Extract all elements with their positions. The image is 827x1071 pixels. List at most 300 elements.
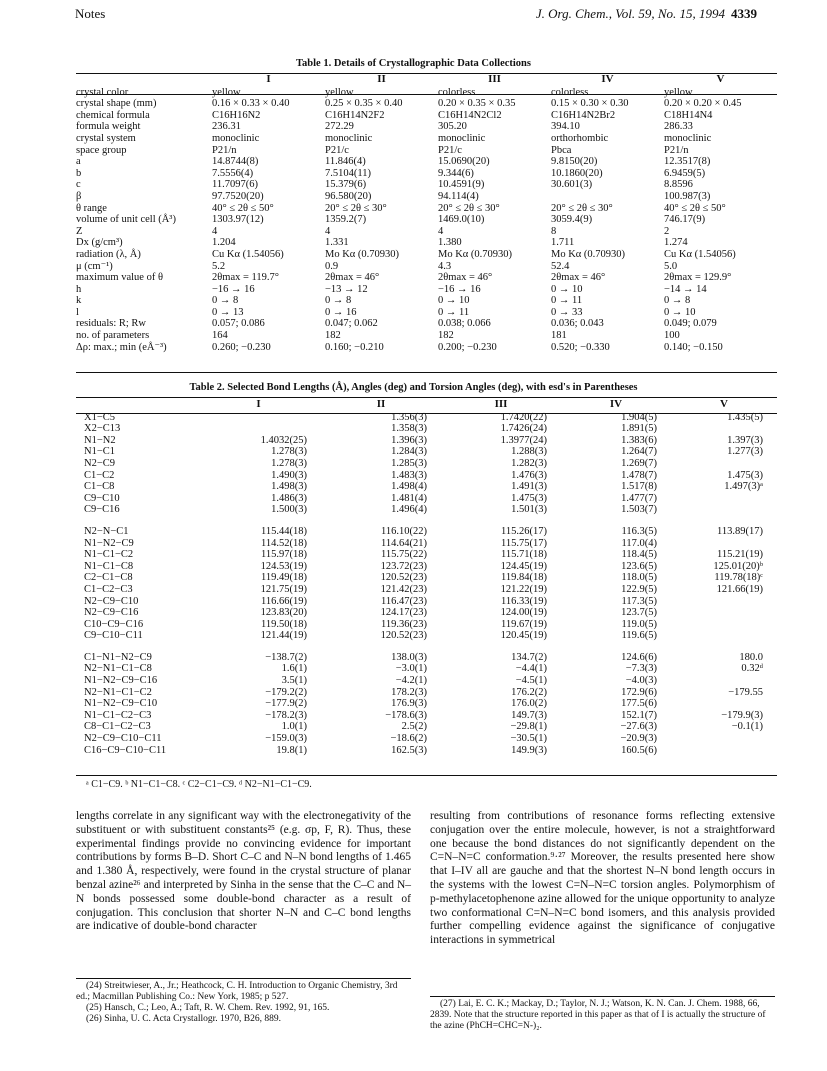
table2-cell: −20.9(3) [620,733,657,745]
table2-cell: 1.269(7) [621,457,657,469]
table1-cell: P21/c [438,144,462,156]
table1-row-label: no. of parameters [76,330,150,342]
table2-title: Table 2. Selected Bond Lengths (Å), Angles (deg) and Torsion Angles (deg), with esd's in Parentheses [189,382,638,393]
table2-cell: 162.5(3) [391,744,427,756]
table2-header-rule [76,413,777,414]
table1-row [76,133,777,145]
table1-cell: 0.20 × 0.35 × 0.35 [438,98,516,110]
table1-cell: 12.3517(8) [664,156,711,168]
table2-cell: 125.01(20)ᵇ [713,560,763,572]
table2-cell: 119.36(23) [381,618,427,630]
table1-cell: 9.8150(20) [551,156,598,168]
table2-cell: 1.285(3) [391,457,427,469]
table1-cell: P21/c [325,144,349,156]
table2-cell: 176.9(3) [391,698,427,710]
table2-row [76,652,777,664]
table1-cell: 2 [664,225,670,237]
table2-cell: −179.9(3) [721,709,763,721]
table2-cell [671,745,777,757]
table2-row [76,596,777,608]
table2-cell: 116.3(5) [621,525,657,537]
table2-cell: −179.2(2) [265,686,307,698]
table2 [76,398,777,756]
table2-row [76,504,777,516]
table1-row-label: a [76,156,81,168]
table2-row-label: N1−N2−C9−C10 [84,698,158,710]
journal-citation: J. Org. Chem., Vol. 59, No. 15, 1994 [535,6,725,21]
table2-footnote: ᵃ C1−C9. ᵇ N1−C1−C8. ᶜ C2−C1−C9. ᵈ N2−N1−C1−C9. [86,779,312,790]
table2-row [76,675,777,687]
table2-cell: 1.7420(22) [500,411,547,423]
table1-cell: 20° ≤ 2θ ≤ 30° [438,202,500,214]
table1-cell: 15.379(6) [325,179,367,191]
table1-cell: 1.331 [325,237,349,249]
table2-cell: 124.53(19) [260,560,307,572]
table2-cell [671,538,777,550]
table1-row [76,284,777,296]
table2-row-label: N2−N1−C1−C2 [84,686,152,698]
table2-cell: −30.5(1) [510,733,547,745]
table2-cell: 1.891(5) [621,423,657,435]
table1-cell: 0.20 × 0.20 × 0.45 [664,98,742,110]
table1-cell: −16 → 16 [438,283,481,295]
table1-cell: 6.9459(5) [664,167,706,179]
table2-cell: −27.6(3) [620,721,657,733]
table2-cell: 1.358(3) [391,423,427,435]
table2-row-label: N2−C9−C10−C11 [84,733,162,745]
table1-header-rule [76,94,777,95]
table2-cell: 1.496(4) [391,504,427,516]
table2-cell [671,493,777,505]
table2-cell: 120.52(23) [380,630,427,642]
table2-row-label: C8−C1−C2−C3 [84,721,151,733]
table1-row [76,156,777,168]
table2-cell [671,596,777,608]
table1-row [76,203,777,215]
table1-row-label: b [76,167,82,179]
table2-cell: 1.278(3) [271,457,307,469]
table2-cell: 1.497(3)ᵃ [724,481,763,493]
table2-row-label: N2−N−C1 [84,525,129,537]
table2-col-header: II [376,398,386,410]
table1-cell: 164 [212,330,228,342]
table2-row-label: N2−C9 [84,457,116,469]
table2-cell: 123.83(20) [260,607,307,619]
table1-cell: 1469.0(10) [438,214,485,226]
table1-cell: 182 [438,330,454,342]
table1-cell: C16H14N2F2 [325,109,385,121]
table1-cell: 0.049; 0.079 [664,318,717,330]
table2-row-label: C2−C1−C8 [84,572,133,584]
table2-cell: 1.490(3) [271,469,307,481]
table1-cell: 30.601(3) [551,179,593,191]
table2-row-label: X1−C5 [84,411,116,423]
table2-cell: 1.396(3) [391,434,427,446]
table1-cell: 1359.2(7) [325,214,367,226]
table2-row-label: C10−C9−C16 [84,618,144,630]
table2-cell: 1.356(3) [391,411,427,423]
table2-cell: −4.4(1) [515,663,547,675]
table2-row [76,607,777,619]
table2-cell: −4.2(1) [395,675,427,687]
table2-row-label: N1−C1−C8 [84,560,134,572]
table2-row [76,493,777,505]
table2-row [76,446,777,458]
reference-entry: (26) Sinha, U. C. Acta Crystallogr. 1970, B26, 889. [86,1014,282,1024]
table1-cell: 0.038; 0.066 [438,318,491,330]
table1-row [76,191,777,203]
table1-row [76,330,777,342]
table2-col-header: I [256,398,261,410]
table2-cell: 1.4032(25) [260,434,307,446]
table2-cell: 123.72(23) [380,560,427,572]
table2-row [76,721,777,733]
table1-row-label: c [76,179,81,191]
table1-cell: 1303.97(12) [212,214,264,226]
table1-cell: 96.580(20) [325,190,372,202]
table2-cell: −4.5(1) [515,675,547,687]
table2-cell: 114.52(18) [261,537,307,549]
table1-row-label: radiation (λ, Å) [76,248,141,260]
table1-cell: 20° ≤ 2θ ≤ 30° [551,202,613,214]
table2-row [76,572,777,584]
table1-cell: 1.204 [212,237,236,249]
table1-row-label: Dx (g/cm³) [76,237,123,249]
table2-cell: 120.45(19) [500,630,547,642]
table1-cell: 0.15 × 0.30 × 0.30 [551,98,629,110]
table1-cell: 2θmax = 46° [438,272,493,284]
table2-cell: −0.1(1) [731,721,763,733]
table2-cell: 116.33(19) [501,595,547,607]
table2-cell: 1.503(7) [621,504,657,516]
table1-cell: 8 [551,225,557,237]
table2-cell: 122.9(5) [621,583,657,595]
table1-cell: 4 [212,225,218,237]
table1-cell: 0 → 11 [438,306,470,318]
table2-row [76,733,777,745]
table2-cell: 116.10(22) [381,525,427,537]
table2-cell: 178.2(3) [391,686,427,698]
table1-cell: 100.987(3) [664,190,711,202]
table2-cell: 1.288(3) [511,446,547,458]
table2-cell: 172.9(6) [621,686,657,698]
table2-col-header: III [494,398,508,410]
table2-cell: −159.0(3) [265,733,307,745]
table2-cell: 19.8(1) [276,744,307,756]
table1-row [76,318,777,330]
table1-cell: 0.16 × 0.33 × 0.40 [212,98,290,110]
table1-cell: monoclinic [212,132,260,144]
table2-group-gap [76,642,777,652]
table1-cell: Mo Kα (0.70930) [325,248,400,260]
table1-cell: Cu Kα (1.54056) [664,248,736,260]
table1-cell: 2θmax = 46° [551,272,606,284]
table1-cell: 272.29 [325,121,354,133]
table2-cell: −18.6(2) [390,733,427,745]
table1-cell: C16H16N2 [212,109,261,121]
table1-row-label: crystal color [76,86,129,98]
table1-cell: 1.711 [551,237,575,249]
table2-cell: 124.17(23) [380,607,427,619]
table2-row [76,663,777,675]
table1-cell: 4 [438,225,444,237]
table1-row [76,168,777,180]
table2-row [76,538,777,550]
table1-cell: yellow [664,86,693,98]
table1-cell: 0 → 11 [551,295,583,307]
table2-bottom-rule [76,775,777,776]
table1-col-header: I [266,73,271,85]
table1-cell: Mo Kα (0.70930) [438,248,513,260]
table1-row-label: maximum value of θ [76,272,163,284]
table2-cell: 1.278(3) [271,446,307,458]
table1-cell: 305.20 [438,121,467,133]
table1-row-label: residuals: R; Rw [76,318,146,330]
table2-cell: 1.501(3) [511,504,547,516]
table2-cell: 121.75(19) [260,583,307,595]
table2-cell: −138.7(2) [265,651,307,663]
table1-cell: 5.2 [212,260,226,272]
table2-cell: 115.21(19) [717,549,763,561]
table2-cell: 1.476(3) [511,469,547,481]
table1-cell: orthorhombic [551,132,609,144]
table1-row [76,121,777,133]
table2-cell: 117.0(4) [621,537,657,549]
table2-cell: 119.0(5) [621,618,657,630]
table2-cell: −179.55 [728,686,763,698]
table1-cell: 0 → 8 [325,295,352,307]
table1-cell: 52.4 [551,260,570,272]
table2-group-gap [76,516,777,526]
table2-cell: 1.475(3) [727,469,763,481]
table1-cell: 182 [325,330,341,342]
table2-row-label: N1−N2−C9−C16 [84,675,158,687]
table1-row [76,87,777,99]
table2-cell: 115.75(22) [381,549,427,561]
table1-cell: 0 → 16 [325,306,357,318]
body-left-column: lengths correlate in any significant way with the electronegativity of the substituent or with substituent constants²⁵ (e.g. σp, F, R). Thus, these experimental findings provide no convincing evidence for important contributions by forms B–D. Short C–C and N–N bond lengths of 1.465 and 1.380 Å, respectively, were found in the crystal structure of planar benzal azine²⁶ and interpreted by Sinha in the sense that the C–C and N–N bonds possessed some double-bond character as a result of conjugation. This conclusion that shorter N–N and C–C bond lengths are indicative of double-bond character [76,810,411,933]
table1-cell: 40° ≤ 2θ ≤ 50° [664,202,726,214]
running-head-section: Notes [75,6,106,21]
table2-row-label: C1−C2−C3 [84,583,133,595]
table2-row [76,526,777,538]
table1-cell: colorless [551,86,589,98]
table2-cell: 2.5(2) [401,721,427,733]
table2-cell: 114.64(21) [381,537,427,549]
table1-row [76,307,777,319]
table1-cell: 100 [664,330,680,342]
table1-cell: 7.5104(11) [325,167,371,179]
table2-cell: −3.0(1) [395,663,427,675]
table1-cell: yellow [212,86,241,98]
table2-row-label: C16−C9−C10−C11 [84,744,167,756]
table2-cell: 149.9(3) [511,744,547,756]
reference-entry: (25) Hansch, C.; Leo, A.; Taft, R. W. Chem. Rev. 1992, 91, 165. [86,1003,330,1013]
table1-cell: 4 [325,225,331,237]
table1-row-label: crystal shape (mm) [76,98,157,110]
table1-cell: P21/n [664,144,689,156]
table2-row [76,481,777,493]
table1-row [76,98,777,110]
table2-cell: −178.6(3) [385,709,427,721]
table1-row [76,145,777,157]
table2-cell: 121.66(19) [716,583,763,595]
table2-cell [671,733,777,745]
table1-row [76,110,777,122]
refs-right-rule [430,996,775,997]
table1-cell: 4.3 [438,260,452,272]
table1-cell: 286.33 [664,121,693,133]
table2-cell: 118.4(5) [621,549,657,561]
table2-cell [671,607,777,619]
table1-row-label: h [76,283,82,295]
table2-row [76,470,777,482]
table2-cell: 1.3977(24) [500,434,547,446]
table1-cell: 0.520; −0.330 [551,341,610,353]
table2-cell: 138.0(3) [391,651,427,663]
table2-cell: −7.3(3) [625,663,657,675]
table1-cell: 0.047; 0.062 [325,318,378,330]
table1-cell: 20° ≤ 2θ ≤ 30° [325,202,387,214]
table1-row-label: k [76,295,82,307]
table2-cell: 123.7(5) [621,607,657,619]
table2-cell: 1.491(3) [511,481,547,493]
table2-cell: −178.2(3) [265,709,307,721]
page-number: 4339 [731,6,757,21]
table1-cell: Mo Kα (0.70930) [551,248,626,260]
table2-row-label: C1−N1−N2−C9 [84,651,152,663]
table1-row-label: volume of unit cell (Å³) [76,214,176,226]
table2-cell: 1.475(3) [511,492,547,504]
table1-cell: 10.4591(9) [438,179,485,191]
table1-cell: 11.7097(6) [212,179,258,191]
table2-cell: 180.0 [739,651,763,663]
table2-row [76,423,777,435]
table2-cell: 116.47(23) [381,595,427,607]
body-right-column: resulting from contributions of resonance forms reflecting extensive conjugation over the entire molecule, however, is not a straightforward one because the bond distances do not significantly dependent on the C=N–N=C conformation.⁹·²⁷ Moreover, the results presented here show that I–IV all are gauche and that the shortest N–N bond length occurs in the systems with the lowest C=N–N=C torsion angles. Polymorphism of p-methylacetophenone azine allowed for the unique opportunity to analyze two conformational C=N–N=C bond isomers, and this analysis provided further compelling evidence against the significance of conjugative interactions in symmetrical [430,810,775,947]
table1-cell: 10.1860(20) [551,167,603,179]
table2-cell: 1.383(6) [621,434,657,446]
table2-cell: 152.1(7) [621,709,657,721]
table2-cell: 176.2(2) [511,686,547,698]
table2-row [76,458,777,470]
refs-left-rule [76,978,411,979]
table2-cell: 3.5(1) [281,675,307,687]
table2-cell: 177.5(6) [621,698,657,710]
table2-cell: 121.42(23) [380,583,427,595]
table1-row [76,272,777,284]
table1-col-header: II [377,73,386,85]
table2-row [76,619,777,631]
table1-row [76,295,777,307]
table1-cell: 0 → 8 [212,295,239,307]
table1-cell: 0.9 [325,260,339,272]
table2-cell: 1.0(1) [281,721,307,733]
table1-cell: 0 → 33 [551,306,583,318]
table2-header-row [76,398,777,412]
table2-cell: 1.904(5) [621,411,657,423]
table1-cell: Pbca [551,144,572,156]
table2-cell [671,630,777,642]
table2-cell: 121.44(19) [260,630,307,642]
table2-cell: 149.7(3) [511,709,547,721]
table2-cell: 1.498(4) [391,481,427,493]
table2-cell: 124.00(19) [500,607,547,619]
table2-cell: 119.49(18) [261,572,307,584]
table2-cell: 1.264(7) [621,446,657,458]
table2-row-label: N1−C1−C2 [84,549,134,561]
table1-title: Table 1. Details of Crystallographic Data Collections [296,58,531,69]
table2-cell: 119.6(5) [621,630,657,642]
table2-cell: 1.435(5) [727,411,763,423]
table2-row-label: N2−C9−C10 [84,595,139,607]
table2-row-label: X2−C13 [84,423,121,435]
table1-cell: 2θmax = 119.7° [212,272,279,284]
table2-row-label: C9−C10−C11 [84,630,143,642]
table1-cell: 0 → 8 [664,295,691,307]
table2-col-header: V [720,398,728,410]
table2-cell [671,458,777,470]
table2-cell: 1.517(8) [621,481,657,493]
table2-cell: 1.6(1) [281,663,307,675]
table1-cell: C16H14N2Br2 [551,109,616,121]
table2-cell: 1.282(3) [511,457,547,469]
table1-cell: 5.0 [664,260,678,272]
table2-col-header: IV [609,398,623,410]
table2-row-label: N1−N2 [84,434,116,446]
table1-cell: −14 → 14 [664,283,707,295]
table1-cell: colorless [438,86,476,98]
table1-row [76,214,777,226]
table2-cell: 1.7426(24) [500,423,547,435]
table1-row-label: formula weight [76,121,141,133]
table1-cell: 97.7520(20) [212,190,264,202]
table1-cell: 3059.4(9) [551,214,593,226]
table2-row [76,698,777,710]
table1-cell: monoclinic [325,132,373,144]
table1-row-label: space group [76,144,127,156]
table1-cell: monoclinic [438,132,486,144]
table1-row-label: Δρ: max.; min (eÅ⁻³) [76,341,167,353]
table2-cell: 1.483(3) [391,469,427,481]
table2-cell: 118.0(5) [621,572,657,584]
table1-cell: 94.114(4) [438,190,479,202]
table1-cell: 15.0690(20) [438,156,490,168]
table2-cell [671,423,777,435]
table2-cell: 1.284(3) [391,446,427,458]
table2-cell: −29.8(1) [510,721,547,733]
table1-cell: 0.260; −0.230 [212,341,271,353]
table2-row [76,710,777,722]
table1-cell: 236.31 [212,121,241,133]
table1-cell: 1.274 [664,237,688,249]
table1-cell: 40° ≤ 2θ ≤ 50° [212,202,274,214]
table2-cell: 1.277(3) [727,446,763,458]
table1-cell: 0 → 13 [212,306,244,318]
table1-row [76,249,777,261]
table1-row-label: θ range [76,202,107,214]
table2-cell: 119.78(18)ᶜ [714,572,763,584]
table1-row [76,179,777,191]
table1-cell: 181 [551,330,567,342]
table1-cell [551,191,664,203]
table1-bottom-rule [76,372,777,373]
table2-row [76,549,777,561]
table2-cell [671,698,777,710]
table1-row-label: l [76,306,79,318]
table1-row [76,261,777,273]
table1-row-label: Z [76,225,83,237]
